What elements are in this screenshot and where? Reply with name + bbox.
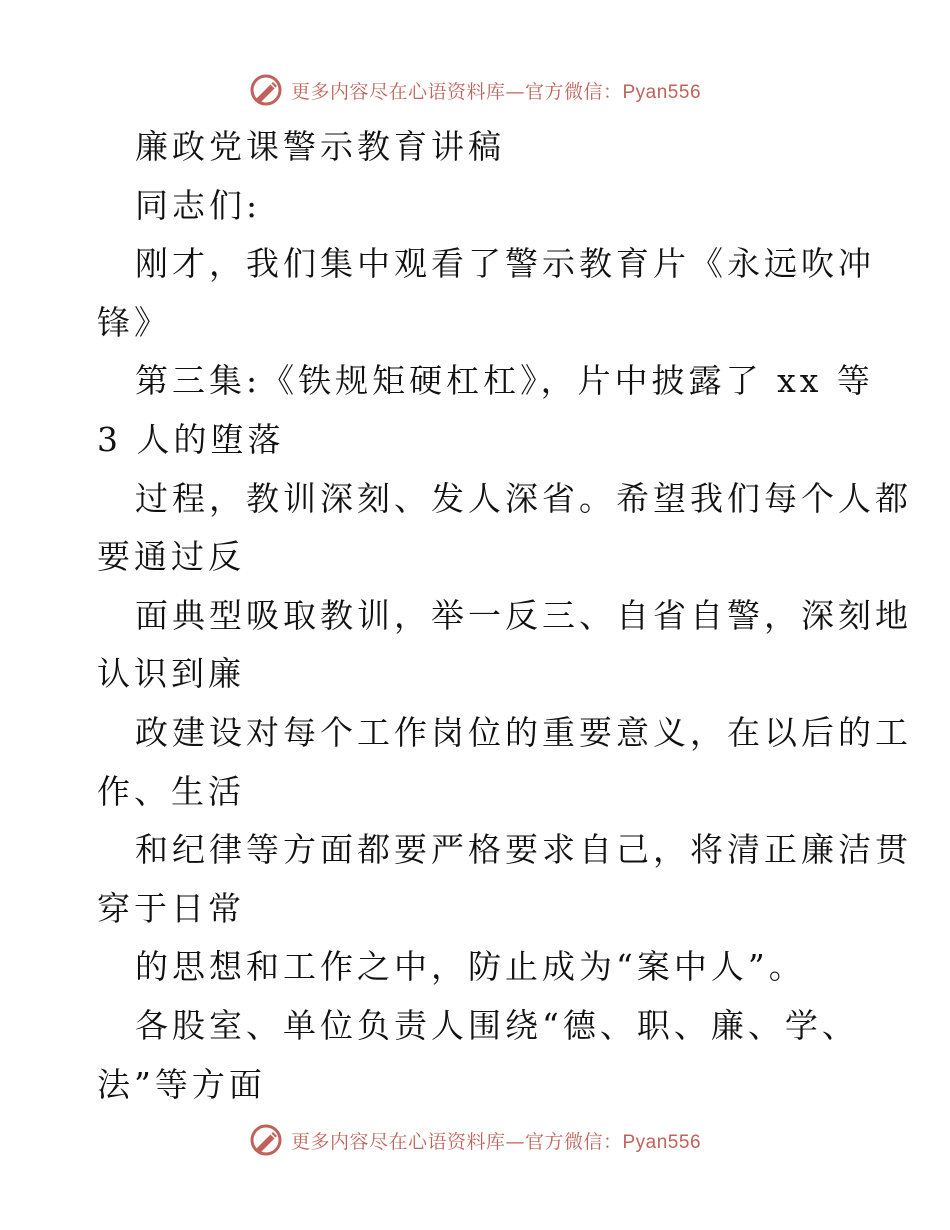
text-line: 廉政党课警示教育讲稿 <box>135 127 505 166</box>
header-banner-label: 更多内容尽在心语资料库—官方微信： <box>290 80 623 103</box>
text-line: 第三集:《铁规矩硬杠杠》，片中披露了 xx 等 <box>135 361 874 401</box>
text-line: 法”等方面 <box>97 1064 266 1104</box>
text-line: 同志们: <box>135 185 262 225</box>
document-body <box>97 118 912 1114</box>
footer-banner <box>0 1120 950 1160</box>
footer-banner-text <box>291 1127 701 1154</box>
footer-banner-label: 更多内容尽在心语资料库—官方微信： <box>290 1130 623 1153</box>
text-line: 刚才，我们集中观看了警示教育片《永远吹冲 <box>135 244 875 284</box>
text-line: 3 人的堕落 <box>97 419 285 459</box>
header-banner-account: Pyan556 <box>622 81 702 103</box>
text-line: 和纪律等方面都要严格要求自己，将清正廉洁贯 <box>135 830 912 870</box>
text-line: 作、生活 <box>97 771 245 811</box>
header-banner-text <box>291 77 701 104</box>
text-line: 穿于日常 <box>97 888 245 928</box>
header-banner <box>0 70 950 110</box>
pen-seal-logo-icon <box>249 73 283 107</box>
text-line: 锋》 <box>97 302 171 342</box>
pen-seal-logo-icon <box>249 1123 283 1157</box>
footer-banner-account: Pyan556 <box>622 1131 702 1153</box>
text-line: 认识到廉 <box>97 654 245 694</box>
text-line: 政建设对每个工作岗位的重要意义，在以后的工 <box>135 712 912 752</box>
text-line: 过程，教训深刻、发人深省。希望我们每个人都 <box>135 478 912 518</box>
text-line: 的思想和工作之中，防止成为“案中人”。 <box>135 947 806 987</box>
text-line: 面典型吸取教训，举一反三、自省自警，深刻地 <box>135 595 912 635</box>
text-line: 要通过反 <box>97 537 245 577</box>
text-line: 各股室、单位负责人围绕“德、职、廉、学、 <box>135 1005 859 1045</box>
